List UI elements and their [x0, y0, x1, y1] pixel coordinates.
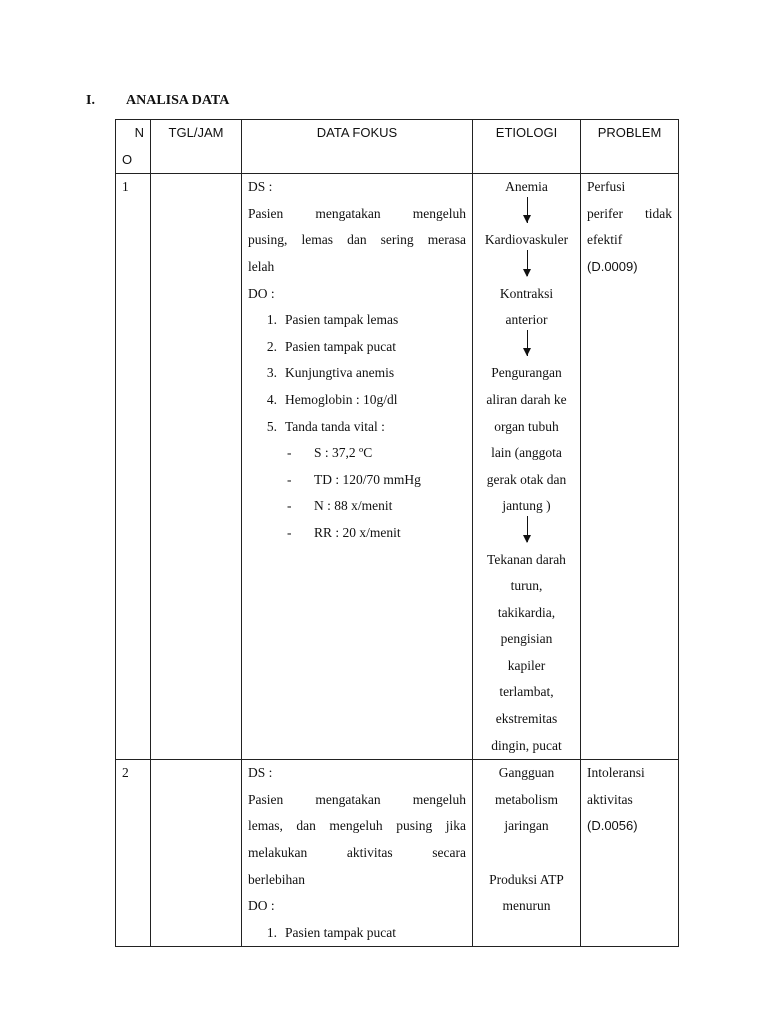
down-arrow-icon	[477, 520, 576, 547]
header-data-fokus: DATA FOKUS	[242, 120, 473, 174]
analisa-data-table	[115, 119, 679, 947]
problem-cell	[581, 174, 679, 760]
ds-line: melakukan aktivitas secara	[248, 845, 466, 861]
ds-line: lelah	[248, 258, 275, 274]
ds-line: berlebihan	[248, 871, 305, 887]
list-item: 3. Kunjungtiva anemis	[266, 365, 395, 381]
do-list	[248, 920, 466, 947]
etiologi-cell: Gangguan metabolism jaringan Produksi ATP menurun	[473, 760, 581, 947]
list-item: 1. Pasien tampak lemas	[266, 312, 399, 328]
header-tgl-jam: TGL/JAM	[151, 120, 242, 174]
list-item: - TD : 120/70 mmHg	[287, 471, 421, 487]
ds-line: Pasien mengatakan mengeluh	[248, 205, 466, 221]
etiologi-step: anterior	[505, 312, 548, 328]
list-item: - RR : 20 x/menit	[287, 524, 401, 540]
etiologi-step: Pengurangan	[491, 365, 562, 381]
etiologi-cell: Anemia Kardiovaskuler Kontraksi anterior Pengurangan aliran darah ke organ tubuh lain (anggota gerak otak dan jantung ) Tekanan darah turun, takikardia, pengisian kapiler terlambat, ekstremitas dingin, pucat	[473, 174, 581, 760]
spacer	[477, 840, 576, 867]
do-label: DO :	[248, 898, 275, 914]
problem-line: Perfusi	[587, 179, 626, 195]
diagnosis-code: (D.0056)	[587, 818, 638, 834]
etiologi-step: Tekanan darah	[487, 551, 566, 567]
list-item: 4. Hemoglobin : 10g/dl	[266, 391, 398, 407]
header-no: N O	[116, 120, 151, 174]
ds-line: lemas, dan mengeluh pusing jika	[248, 818, 466, 834]
list-item: - S : 37,2 ºC	[287, 445, 373, 461]
diagnosis-code: (D.0009)	[587, 258, 638, 274]
problem-line: aktivitas	[587, 791, 633, 807]
data-fokus-cell	[242, 174, 473, 760]
ds-line: Pasien mengatakan mengeluh	[248, 791, 466, 807]
problem-cell	[581, 760, 679, 947]
do-label: DO :	[248, 285, 275, 301]
down-arrow-icon	[477, 334, 576, 361]
section-title: ANALISA DATA	[126, 93, 230, 108]
ds-label: DS :	[248, 765, 273, 781]
list-item: 1. Pasien tampak pucat	[266, 924, 396, 940]
vital-signs-list	[248, 440, 466, 546]
problem-line: perifer tidak	[587, 205, 672, 221]
ds-label: DS :	[248, 179, 273, 195]
problem-line: efektif	[587, 232, 623, 248]
do-list	[248, 307, 466, 440]
down-arrow-icon	[477, 201, 576, 228]
etiologi-step: Kardiovaskuler	[484, 232, 569, 248]
section-number: I.	[86, 93, 95, 108]
list-item: 5. Tanda tanda vital :	[266, 418, 385, 434]
data-fokus-cell	[242, 760, 473, 947]
table-row	[116, 174, 679, 760]
list-item: 2. Pasien tampak pucat	[266, 338, 396, 354]
etiologi-step: Gangguan	[498, 765, 555, 781]
header-etiologi: ETIOLOGI	[473, 120, 581, 174]
problem-line: Intoleransi	[587, 765, 645, 781]
row-number: 2	[116, 760, 151, 947]
header-problem: PROBLEM	[581, 120, 679, 174]
down-arrow-icon	[477, 254, 576, 281]
ds-line: pusing, lemas dan sering merasa	[248, 232, 466, 248]
row-tgl-jam	[151, 760, 242, 947]
etiologi-step: Anemia	[505, 179, 548, 195]
list-item: - N : 88 x/menit	[287, 498, 393, 514]
table-header-row	[116, 120, 679, 174]
row-number: 1	[116, 174, 151, 760]
table-row	[116, 760, 679, 947]
row-tgl-jam	[151, 174, 242, 760]
etiologi-step: Produksi ATP	[489, 871, 564, 887]
etiologi-step: Kontraksi	[499, 285, 554, 301]
section-heading	[86, 93, 229, 109]
